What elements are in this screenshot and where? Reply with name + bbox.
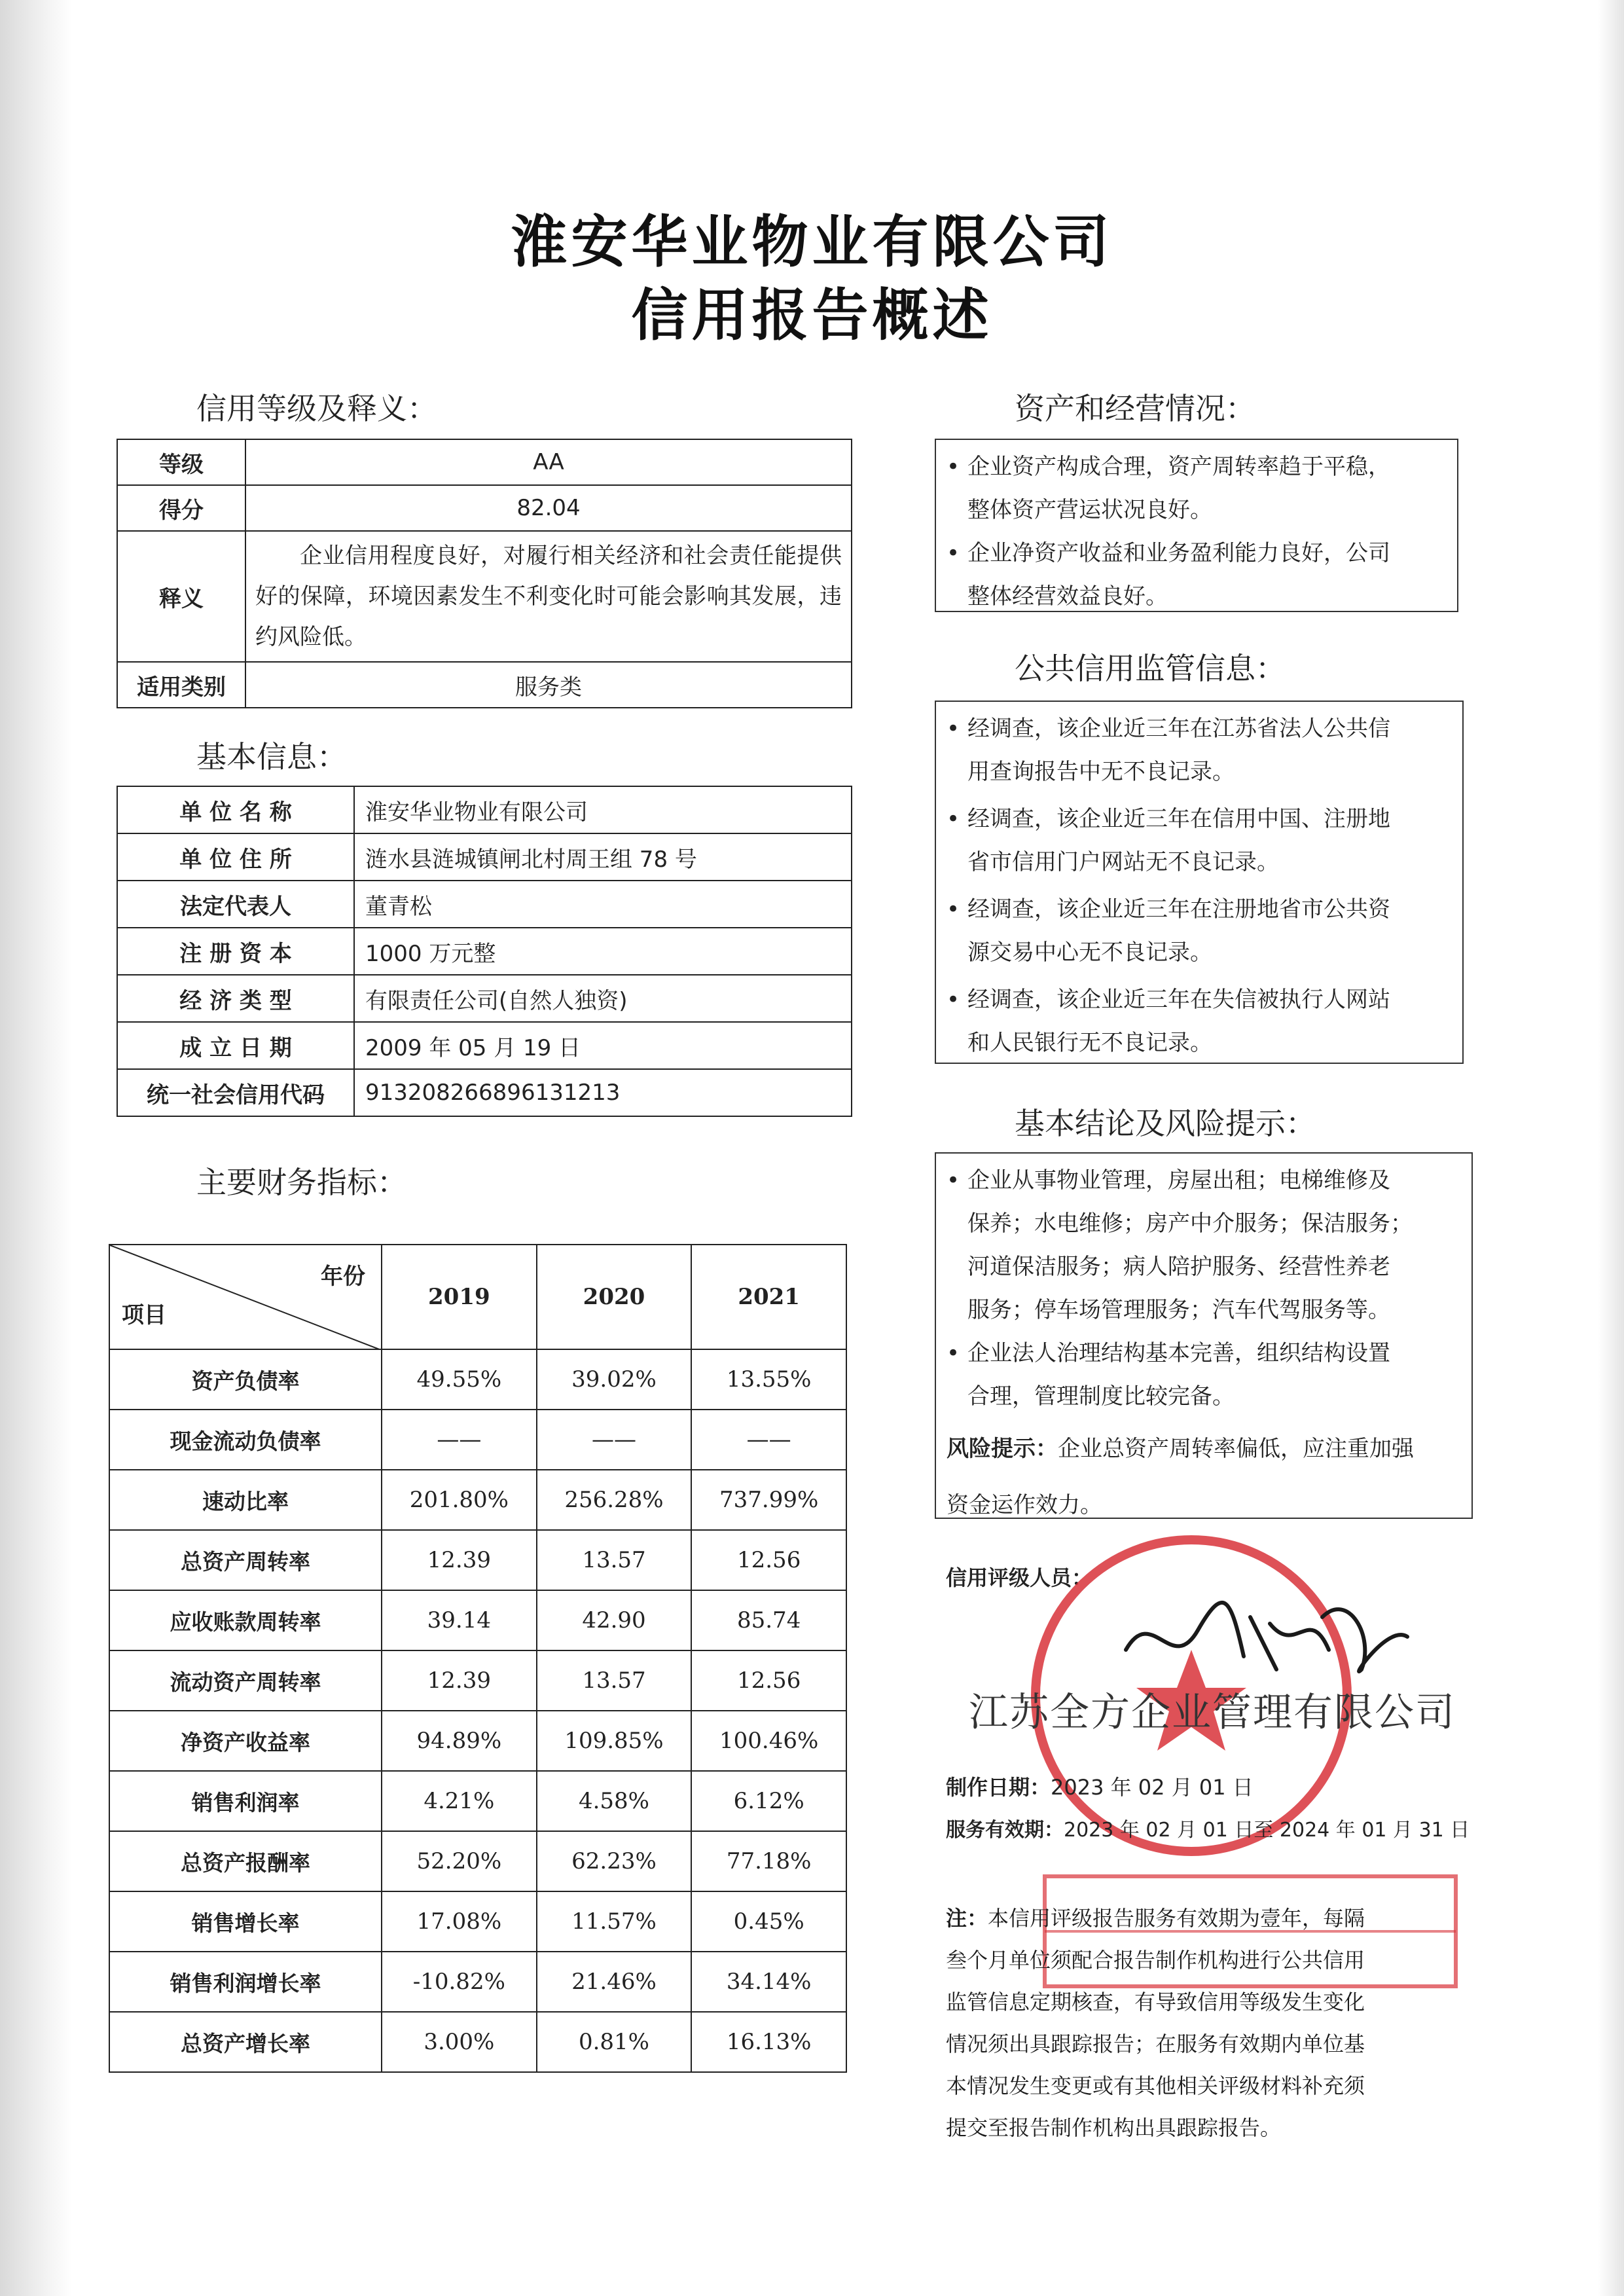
year-2019-header: 2019 <box>382 1245 537 1349</box>
bullet-icon: • <box>947 987 960 1013</box>
basic-info-value: 有限责任公司(自然人独资) <box>354 975 852 1022</box>
risk-line-1: 风险提示：企业总资产周转率偏低，应注重加强 <box>947 1436 1414 1462</box>
score-label: 得分 <box>117 485 245 531</box>
footnote-label: 注： <box>946 1906 988 1931</box>
year-2021-header: 2021 <box>691 1245 846 1349</box>
financial-value-2020: 256.28% <box>537 1470 692 1530</box>
financial-value-2021: 34.14% <box>691 1952 846 2012</box>
financial-row <box>109 1530 846 1590</box>
production-date: 制作日期：2023 年 02 月 01 日 <box>946 1775 1254 1800</box>
bullet-text: 企业从事物业管理，房屋出租；电梯维修及 <box>967 1167 1390 1194</box>
financial-row <box>109 1470 846 1530</box>
rating-heading: 信用等级及释义： <box>196 391 437 426</box>
basic-info-heading: 基本信息： <box>196 739 347 774</box>
financial-row <box>109 1891 846 1952</box>
rater-label: 信用评级人员： <box>946 1565 1093 1590</box>
financial-value-2021: 16.13% <box>691 2012 846 2072</box>
basic-info-row <box>117 833 852 881</box>
header-corner-cell <box>109 1245 382 1349</box>
financial-row <box>109 2012 846 2072</box>
risk-label: 风险提示： <box>947 1436 1058 1462</box>
bullet-text: 用查询报告中无不良记录。 <box>967 759 1235 785</box>
basic-info-value: 董青松 <box>354 881 852 928</box>
basic-info-row <box>117 928 852 975</box>
financial-value-2021: 0.45% <box>691 1891 846 1952</box>
financial-row <box>109 1410 846 1470</box>
meaning-text: 企业信用程度良好，对履行相关经济和社会责任能提供好的保障，环境因素发生不利变化时可能会影响其发展，违约风险低。 <box>245 531 852 662</box>
handwritten-signature <box>1113 1578 1414 1696</box>
bullet-icon: • <box>947 716 960 742</box>
financial-value-2020: 11.57% <box>537 1891 692 1952</box>
financial-value-2021: 6.12% <box>691 1771 846 1831</box>
bullet-item <box>941 1332 1471 1418</box>
financial-value-2019: 94.89% <box>382 1711 537 1771</box>
financial-row <box>109 1711 846 1771</box>
assets-heading: 资产和经营情况： <box>1015 391 1255 426</box>
basic-info-label: 统一社会信用代码 <box>117 1069 354 1116</box>
financial-value-2021: 100.46% <box>691 1711 846 1771</box>
financial-value-2020: 109.85% <box>537 1711 692 1771</box>
footnote <box>946 1897 1470 2149</box>
conclusion-box <box>935 1152 1473 1519</box>
financial-row-label: 现金流动负债率 <box>109 1410 382 1470</box>
financial-value-2019: 201.80% <box>382 1470 537 1530</box>
bullet-item <box>941 1159 1471 1332</box>
bullet-item <box>941 797 1462 884</box>
financial-value-2019: -10.82% <box>382 1952 537 2012</box>
assets-box <box>935 439 1458 612</box>
bullet-item <box>941 707 1462 793</box>
financial-row <box>109 1952 846 2012</box>
bullet-text: 服务；停车场管理服务；汽车代驾服务等。 <box>967 1297 1390 1323</box>
financial-value-2021: 13.55% <box>691 1349 846 1410</box>
bullet-text: 企业净资产收益和业务盈利能力良好，公司 <box>967 540 1390 566</box>
financial-row <box>109 1771 846 1831</box>
bullet-icon: • <box>947 454 960 480</box>
basic-info-label: 单 位 住 所 <box>117 833 354 881</box>
basic-info-label: 经 济 类 型 <box>117 975 354 1022</box>
financial-row-label: 总资产增长率 <box>109 2012 382 2072</box>
financial-value-2021: 12.56 <box>691 1650 846 1711</box>
financial-value-2020: 21.46% <box>537 1952 692 2012</box>
bullet-icon: • <box>947 896 960 922</box>
basic-info-row <box>117 975 852 1022</box>
financial-value-2021: 12.56 <box>691 1530 846 1590</box>
financial-heading: 主要财务指标： <box>196 1165 407 1200</box>
financial-value-2021: 85.74 <box>691 1590 846 1650</box>
basic-info-value: 2009 年 05 月 19 日 <box>354 1022 852 1069</box>
bullet-text: 经调查，该企业近三年在注册地省市公共资 <box>967 896 1390 922</box>
financial-table <box>109 1244 847 2073</box>
meaning-label: 释义 <box>117 531 245 662</box>
conclusion-heading: 基本结论及风险提示： <box>1015 1106 1316 1141</box>
bullet-text: 经调查，该企业近三年在信用中国、注册地 <box>967 806 1390 832</box>
agency-name: 江苏全方企业管理有限公司 <box>969 1690 1456 1736</box>
financial-value-2019: —— <box>382 1410 537 1470</box>
financial-value-2019: 3.00% <box>382 2012 537 2072</box>
financial-value-2020: 42.90 <box>537 1590 692 1650</box>
basic-info-value: 913208266896131213 <box>354 1069 852 1116</box>
bullet-text: 企业资产构成合理，资产周转率趋于平稳， <box>967 454 1390 480</box>
basic-info-value: 涟水县涟城镇闸北村周王组 78 号 <box>354 833 852 881</box>
year-2020-header: 2020 <box>537 1245 692 1349</box>
category-label: 适用类别 <box>117 662 245 708</box>
risk-line-2: 资金运作效力。 <box>947 1492 1102 1518</box>
bullet-text: 经调查，该企业近三年在失信被执行人网站 <box>967 987 1390 1013</box>
footnote-line: 情况须出具跟踪报告；在服务有效期内单位基 <box>946 2032 1365 2056</box>
company-title: 淮安华业物业有限公司 <box>511 209 1113 275</box>
financial-value-2020: —— <box>537 1410 692 1470</box>
footnote-line: 监管信息定期核查，有导致信用等级发生变化 <box>946 1990 1365 2014</box>
bullet-text: 整体资产营运状况良好。 <box>967 497 1212 523</box>
financial-row-label: 净资产收益率 <box>109 1711 382 1771</box>
financial-value-2020: 0.81% <box>537 2012 692 2072</box>
financial-value-2021: 77.18% <box>691 1831 846 1891</box>
basic-info-table <box>117 786 852 1117</box>
basic-info-label: 成 立 日 期 <box>117 1022 354 1069</box>
bullet-text: 源交易中心无不良记录。 <box>967 939 1212 966</box>
financial-value-2020: 13.57 <box>537 1530 692 1590</box>
footnote-line: 提交至报告制作机构出具跟踪报告。 <box>946 2115 1282 2140</box>
bullet-item <box>941 532 1457 618</box>
financial-value-2019: 17.08% <box>382 1891 537 1952</box>
bullet-item <box>941 978 1462 1065</box>
financial-value-2019: 39.14 <box>382 1590 537 1650</box>
public-credit-box <box>935 701 1464 1064</box>
basic-info-label: 法定代表人 <box>117 881 354 928</box>
footnote-line: 叁个月单位须配合报告制作机构进行公共信用 <box>946 1948 1365 1973</box>
score-value: 82.04 <box>245 485 852 531</box>
financial-row-label: 销售利润率 <box>109 1771 382 1831</box>
financial-value-2020: 39.02% <box>537 1349 692 1410</box>
financial-row-label: 流动资产周转率 <box>109 1650 382 1711</box>
financial-row-label: 总资产周转率 <box>109 1530 382 1590</box>
corner-year-label: 年份 <box>321 1264 365 1290</box>
financial-value-2019: 52.20% <box>382 1831 537 1891</box>
bullet-text: 经调查，该企业近三年在江苏省法人公共信 <box>967 716 1390 742</box>
validity-period: 服务有效期：2023 年 02 月 01 日至 2024 年 01 月 31 日 <box>946 1819 1470 1842</box>
basic-info-value: 1000 万元整 <box>354 928 852 975</box>
footnote-line: 本情况发生变更或有其他相关评级材料补充须 <box>946 2073 1365 2098</box>
financial-row <box>109 1650 846 1711</box>
financial-value-2020: 62.23% <box>537 1831 692 1891</box>
grade-label: 等级 <box>117 439 245 485</box>
financial-row-label: 总资产报酬率 <box>109 1831 382 1891</box>
grade-value: AA <box>245 439 852 485</box>
financial-row-label: 销售利润增长率 <box>109 1952 382 2012</box>
bullet-icon: • <box>947 1167 960 1194</box>
financial-value-2020: 13.57 <box>537 1650 692 1711</box>
basic-info-label: 单 位 名 称 <box>117 786 354 833</box>
footnote-line: 注：本信用评级报告服务有效期为壹年，每隔 <box>946 1906 1365 1931</box>
financial-row-label: 资产负债率 <box>109 1349 382 1410</box>
conclusion-items <box>941 1159 1471 1418</box>
bullet-text: 企业法人治理结构基本完善，组织结构设置 <box>967 1340 1390 1366</box>
bullet-text: 整体经营效益良好。 <box>967 583 1168 610</box>
financial-value-2019: 12.39 <box>382 1530 537 1590</box>
basic-info-row <box>117 786 852 833</box>
financial-value-2020: 4.58% <box>537 1771 692 1831</box>
basic-info-row <box>117 1022 852 1069</box>
bullet-icon: • <box>947 806 960 832</box>
bullet-text: 保养；水电维修；房产中介服务；保洁服务； <box>967 1211 1413 1237</box>
rating-table <box>117 439 852 708</box>
financial-row <box>109 1831 846 1891</box>
bullet-item <box>941 445 1457 532</box>
financial-value-2019: 4.21% <box>382 1771 537 1831</box>
bullet-text: 省市信用门户网站无不良记录。 <box>967 849 1279 875</box>
financial-row-label: 应收账款周转率 <box>109 1590 382 1650</box>
financial-value-2021: 737.99% <box>691 1470 846 1530</box>
bullet-text: 和人民银行无不良记录。 <box>967 1030 1212 1056</box>
financial-value-2021: —— <box>691 1410 846 1470</box>
bullet-text: 河道保洁服务；病人陪护服务、经营性养老 <box>967 1254 1390 1280</box>
basic-info-row <box>117 1069 852 1116</box>
bullet-text: 合理，管理制度比较完备。 <box>967 1383 1235 1410</box>
report-title: 信用报告概述 <box>631 282 993 348</box>
basic-info-row <box>117 881 852 928</box>
bullet-icon: • <box>947 1340 960 1366</box>
bullet-icon: • <box>947 540 960 566</box>
financial-row <box>109 1590 846 1650</box>
financial-row <box>109 1349 846 1410</box>
category-value: 服务类 <box>245 662 852 708</box>
basic-info-value: 淮安华业物业有限公司 <box>354 786 852 833</box>
bullet-item <box>941 888 1462 974</box>
public-credit-heading: 公共信用监管信息： <box>1015 651 1286 686</box>
financial-row-label: 销售增长率 <box>109 1891 382 1952</box>
financial-row-label: 速动比率 <box>109 1470 382 1530</box>
basic-info-label: 注 册 资 本 <box>117 928 354 975</box>
financial-value-2019: 12.39 <box>382 1650 537 1711</box>
financial-value-2019: 49.55% <box>382 1349 537 1410</box>
corner-item-label: 项目 <box>122 1302 166 1328</box>
